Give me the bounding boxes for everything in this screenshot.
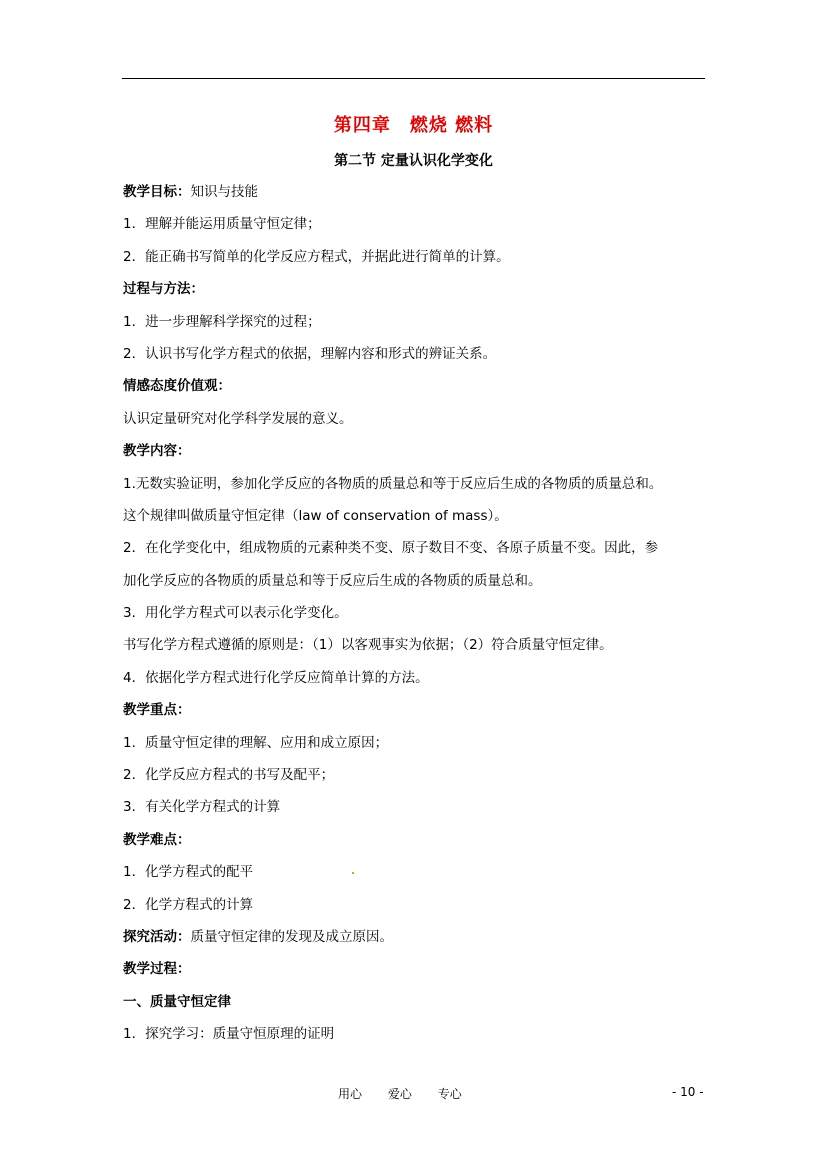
line-text: 1．探究学习：质量守恒原理的证明: [123, 1026, 335, 1043]
line-text: 1．化学方程式的配平: [123, 864, 254, 881]
body-line: [123, 408, 713, 440]
line-text: 认识定量研究对化学科学发展的意义。: [123, 410, 353, 427]
line-text: 1.无数实验证明，参加化学反应的各物质的质量总和等于反应后生成的各物质的质量总和。: [123, 475, 663, 492]
body-line: [123, 699, 713, 731]
body-line: [123, 602, 713, 634]
section-subtitle: 第二节 定量认识化学变化: [334, 153, 493, 169]
line-text: 3．用化学方程式可以表示化学变化。: [123, 605, 348, 622]
body-line: [123, 829, 713, 861]
body-line: [123, 375, 713, 407]
line-label: 一、质量守恒定律: [123, 993, 231, 1010]
line-label: 教学难点：: [123, 831, 191, 848]
stray-mark: [352, 872, 354, 874]
body-line: [123, 991, 713, 1023]
line-label: 情感态度价值观：: [123, 378, 231, 395]
line-text: 1．进一步理解科学探究的过程；: [123, 313, 321, 330]
body-line: [123, 213, 713, 245]
line-label: 过程与方法：: [123, 281, 204, 298]
line-label: 教学目标：: [123, 184, 191, 200]
line-text: 知识与技能: [190, 184, 258, 200]
line-text: 这个规律叫做质量守恒定律（law of conservation of mass）。: [123, 507, 508, 524]
line-text: 加化学反应的各物质的质量总和等于反应后生成的各物质的质量总和。: [123, 572, 542, 589]
body-line: [123, 311, 713, 343]
body-line: [123, 278, 713, 310]
line-text: 2．能正确书写简单的化学反应方程式，并据此进行简单的计算。: [123, 248, 510, 265]
body-line: [123, 181, 713, 213]
footer-word: 专心: [437, 1087, 462, 1101]
body-line: [123, 440, 713, 472]
page-number: - 10 -: [672, 1085, 704, 1099]
line-text: 3．有关化学方程式的计算: [123, 799, 281, 816]
body-line: [123, 861, 713, 893]
line-label: 教学重点：: [123, 702, 191, 719]
body-line: [123, 570, 713, 602]
line-text: 质量守恒定律的发现及成立原因。: [190, 928, 393, 945]
body-line: [123, 634, 713, 666]
line-text: 1．理解并能运用质量守恒定律；: [123, 216, 321, 233]
body-line: [123, 246, 713, 278]
line-text: 2．在化学变化中，组成物质的元素种类不变、原子数目不变、各原子质量不变。因此，参: [123, 540, 659, 557]
line-text: 2．化学反应方程式的书写及配平；: [123, 767, 335, 784]
footer-word: 爱心: [387, 1087, 412, 1101]
body-line: [123, 926, 713, 958]
document-body: [123, 181, 713, 1056]
line-text: 2．化学方程式的计算: [123, 896, 254, 913]
body-line: [123, 537, 713, 569]
line-text: 1．质量守恒定律的理解、应用和成立原因；: [123, 734, 389, 751]
line-text: 4．依据化学方程式进行化学反应简单计算的方法。: [123, 669, 429, 686]
line-label: 探究活动：: [123, 928, 191, 945]
line-label: 教学内容：: [123, 443, 191, 460]
line-label: 教学过程：: [123, 961, 191, 978]
body-line: [123, 505, 713, 537]
footer-motto: [338, 1085, 484, 1102]
line-text: 书写化学方程式遵循的原则是：（1）以客观事实为依据；（2）符合质量守恒定律。: [123, 637, 613, 654]
line-text: 2．认识书写化学方程式的依据，理解内容和形式的辨证关系。: [123, 345, 497, 362]
body-line: [123, 1023, 713, 1055]
body-line: [123, 473, 713, 505]
page-title: 第四章 燃烧 燃料: [333, 115, 494, 136]
body-line: [123, 343, 713, 375]
header-rule: [122, 78, 705, 79]
footer-word: 用心: [338, 1087, 363, 1101]
body-line: [123, 732, 713, 764]
body-line: [123, 667, 713, 699]
body-line: [123, 764, 713, 796]
body-line: [123, 796, 713, 828]
body-line: [123, 894, 713, 926]
body-line: [123, 958, 713, 990]
